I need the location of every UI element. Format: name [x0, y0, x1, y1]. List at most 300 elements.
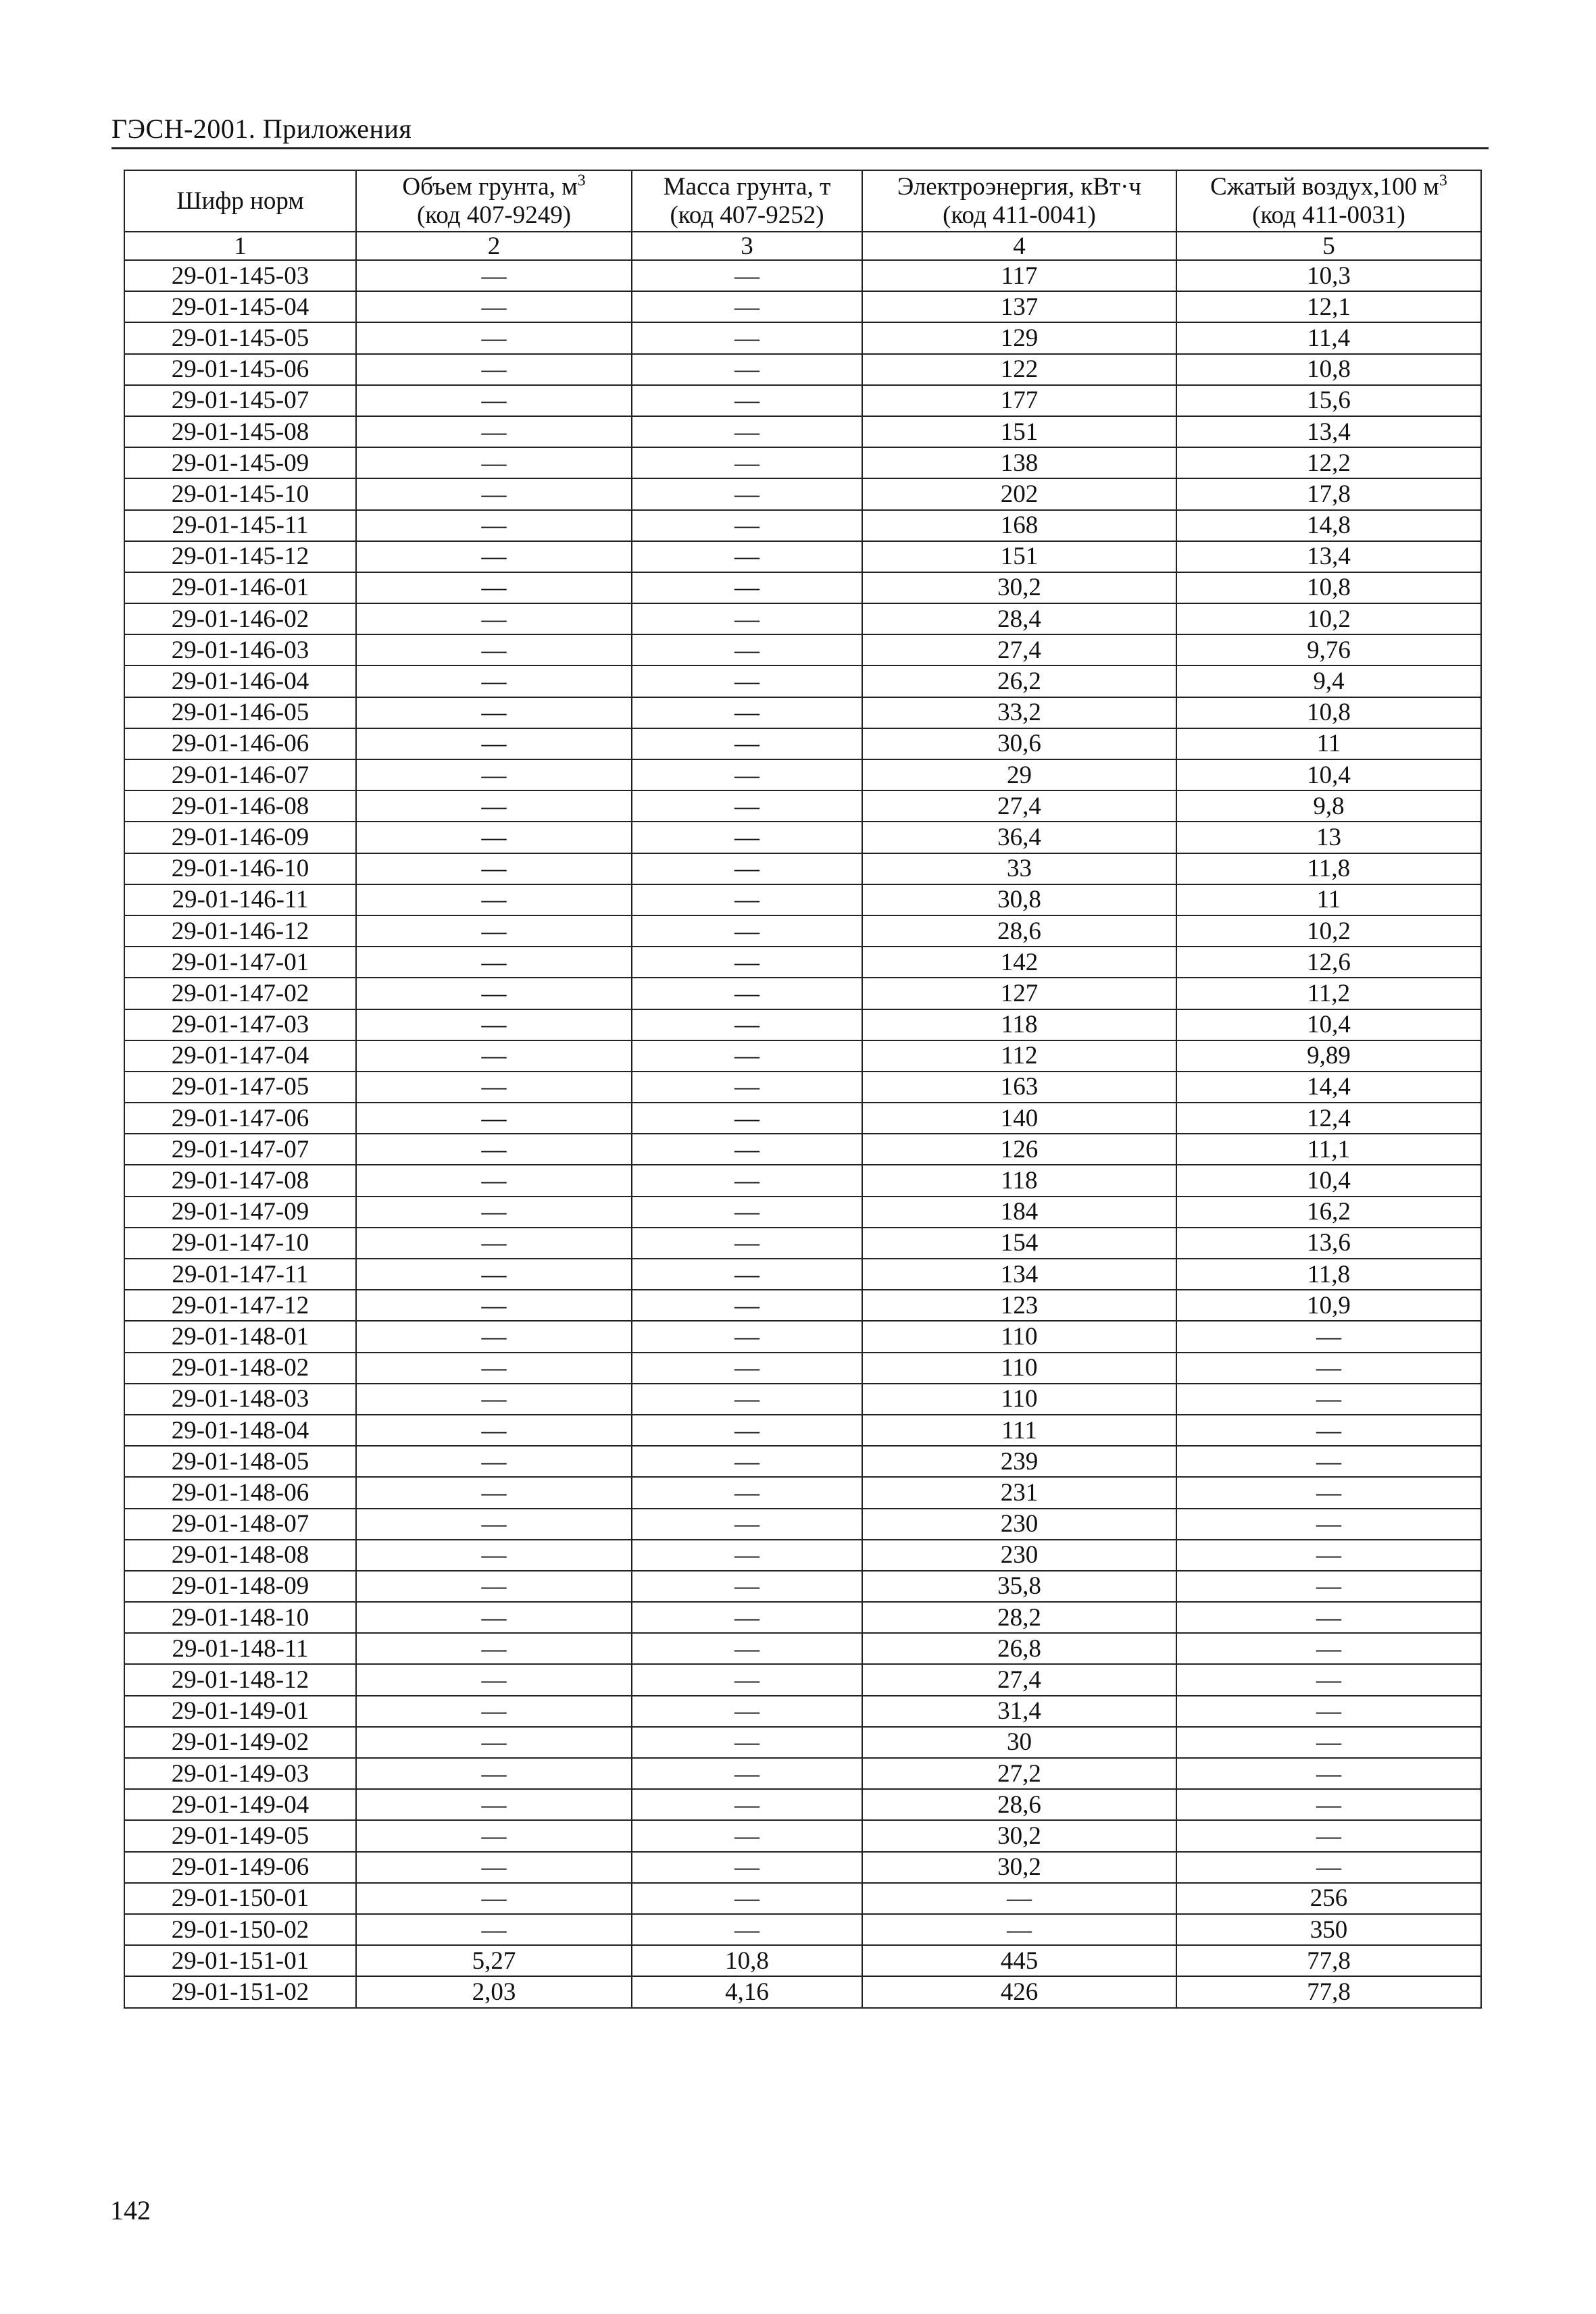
table-row	[124, 1914, 1481, 1945]
column-number: 3	[632, 232, 862, 260]
cell-soil-volume: —	[356, 1290, 632, 1321]
table-row	[124, 1976, 1481, 2007]
cell-soil-volume: —	[356, 1820, 632, 1851]
cell-compressed-air: 11,2	[1176, 978, 1481, 1009]
cell-norm-code: 29-01-146-09	[124, 822, 356, 853]
table-row	[124, 1477, 1481, 1508]
cell-soil-volume: —	[356, 1197, 632, 1228]
cell-electricity: 27,2	[862, 1758, 1176, 1789]
cell-soil-volume: —	[356, 1571, 632, 1602]
table-row	[124, 572, 1481, 603]
cell-compressed-air: —	[1176, 1477, 1481, 1508]
page-header	[111, 114, 1489, 149]
cell-soil-mass: —	[632, 322, 862, 353]
cell-soil-volume: —	[356, 1415, 632, 1446]
cell-compressed-air: 14,8	[1176, 510, 1481, 541]
table-row	[124, 1228, 1481, 1259]
cell-electricity: 26,8	[862, 1633, 1176, 1664]
cell-electricity: 168	[862, 510, 1176, 541]
cell-soil-volume: —	[356, 1914, 632, 1945]
cell-soil-mass: —	[632, 1321, 862, 1352]
cell-norm-code: 29-01-149-05	[124, 1820, 356, 1851]
cell-electricity: 112	[862, 1040, 1176, 1072]
table-row	[124, 1820, 1481, 1851]
cell-soil-mass: 4,16	[632, 1976, 862, 2007]
table-row	[124, 260, 1481, 291]
cell-norm-code: 29-01-147-04	[124, 1040, 356, 1072]
cell-soil-mass: —	[632, 1820, 862, 1851]
cell-compressed-air: 9,8	[1176, 790, 1481, 822]
cell-soil-mass: —	[632, 1789, 862, 1820]
cell-norm-code: 29-01-147-02	[124, 978, 356, 1009]
table-row	[124, 1664, 1481, 1695]
cell-compressed-air: 9,89	[1176, 1040, 1481, 1072]
cell-compressed-air: 12,4	[1176, 1103, 1481, 1134]
cell-electricity: 140	[862, 1103, 1176, 1134]
cell-electricity: 117	[862, 260, 1176, 291]
cell-compressed-air: 11,8	[1176, 853, 1481, 884]
cell-compressed-air: —	[1176, 1571, 1481, 1602]
cell-soil-mass: —	[632, 1758, 862, 1789]
cell-norm-code: 29-01-146-03	[124, 634, 356, 665]
cell-soil-mass: —	[632, 822, 862, 853]
cell-soil-volume: —	[356, 1477, 632, 1508]
table-row	[124, 1009, 1481, 1040]
cell-electricity: 154	[862, 1228, 1176, 1259]
cell-compressed-air: —	[1176, 1789, 1481, 1820]
column-header-electricity: Электроэнергия, кВт·ч (код 411-0041)	[862, 170, 1176, 232]
cell-soil-volume: —	[356, 447, 632, 478]
cell-norm-code: 29-01-148-08	[124, 1540, 356, 1571]
table-row	[124, 947, 1481, 978]
table-row	[124, 822, 1481, 853]
cell-norm-code: 29-01-146-02	[124, 603, 356, 634]
table-row	[124, 1321, 1481, 1352]
cell-soil-mass: —	[632, 915, 862, 947]
cell-soil-mass: —	[632, 1040, 862, 1072]
cell-compressed-air: 16,2	[1176, 1197, 1481, 1228]
cell-norm-code: 29-01-147-05	[124, 1072, 356, 1103]
table-body	[124, 260, 1481, 2008]
cell-compressed-air: 11	[1176, 884, 1481, 915]
table-row	[124, 1602, 1481, 1633]
table-row	[124, 1509, 1481, 1540]
column-number: 4	[862, 232, 1176, 260]
cell-electricity: 122	[862, 354, 1176, 385]
cell-soil-volume: —	[356, 1321, 632, 1352]
cell-soil-mass: —	[632, 510, 862, 541]
cell-compressed-air: 10,8	[1176, 697, 1481, 728]
cell-soil-volume: —	[356, 1602, 632, 1633]
cell-soil-volume: —	[356, 1040, 632, 1072]
cell-soil-mass: —	[632, 541, 862, 572]
cell-electricity: 35,8	[862, 1571, 1176, 1602]
cell-norm-code: 29-01-145-03	[124, 260, 356, 291]
cell-soil-mass: —	[632, 884, 862, 915]
cell-norm-code: 29-01-147-08	[124, 1165, 356, 1196]
cell-compressed-air: 9,4	[1176, 665, 1481, 697]
cell-soil-volume: —	[356, 510, 632, 541]
cell-compressed-air: —	[1176, 1509, 1481, 1540]
cell-electricity: 202	[862, 478, 1176, 509]
cell-soil-mass: —	[632, 291, 862, 322]
cell-norm-code: 29-01-148-11	[124, 1633, 356, 1664]
cell-norm-code: 29-01-145-11	[124, 510, 356, 541]
cell-norm-code: 29-01-146-10	[124, 853, 356, 884]
cell-soil-volume: —	[356, 1727, 632, 1758]
cell-norm-code: 29-01-146-07	[124, 759, 356, 790]
table-row	[124, 884, 1481, 915]
cell-compressed-air: 9,76	[1176, 634, 1481, 665]
cell-electricity: 30,8	[862, 884, 1176, 915]
cell-soil-mass: —	[632, 1883, 862, 1914]
cell-soil-mass: —	[632, 1009, 862, 1040]
cell-norm-code: 29-01-151-01	[124, 1945, 356, 1976]
cell-compressed-air: 256	[1176, 1883, 1481, 1914]
cell-soil-volume: —	[356, 1165, 632, 1196]
cell-soil-volume: —	[356, 1852, 632, 1883]
cell-soil-volume: —	[356, 915, 632, 947]
cell-soil-volume: —	[356, 884, 632, 915]
table-row	[124, 291, 1481, 322]
cell-electricity: 123	[862, 1290, 1176, 1321]
column-number: 2	[356, 232, 632, 260]
cell-soil-volume: —	[356, 354, 632, 385]
cell-norm-code: 29-01-146-08	[124, 790, 356, 822]
cell-soil-mass: —	[632, 1914, 862, 1945]
table-row	[124, 1290, 1481, 1321]
cell-norm-code: 29-01-147-11	[124, 1259, 356, 1290]
table-row	[124, 1103, 1481, 1134]
cell-soil-volume: —	[356, 822, 632, 853]
cell-soil-mass: —	[632, 790, 862, 822]
cell-electricity: 138	[862, 447, 1176, 478]
cell-electricity: 137	[862, 291, 1176, 322]
cell-compressed-air: —	[1176, 1446, 1481, 1477]
cell-soil-volume: 2,03	[356, 1976, 632, 2007]
table-row	[124, 759, 1481, 790]
cell-electricity: 231	[862, 1477, 1176, 1508]
table-row	[124, 790, 1481, 822]
cell-soil-volume: —	[356, 697, 632, 728]
cell-electricity: 28,6	[862, 1789, 1176, 1820]
cell-norm-code: 29-01-149-04	[124, 1789, 356, 1820]
cell-soil-volume: —	[356, 385, 632, 416]
table-row	[124, 354, 1481, 385]
cell-soil-volume: —	[356, 478, 632, 509]
table-row	[124, 634, 1481, 665]
cell-electricity: 445	[862, 1945, 1176, 1976]
cell-soil-volume: —	[356, 853, 632, 884]
cell-norm-code: 29-01-148-10	[124, 1602, 356, 1633]
cell-compressed-air: —	[1176, 1664, 1481, 1695]
column-header-code: Шифр норм	[124, 170, 356, 232]
cell-compressed-air: 350	[1176, 1914, 1481, 1945]
cell-soil-volume: —	[356, 1633, 632, 1664]
cell-soil-mass: —	[632, 1664, 862, 1695]
cell-compressed-air: 77,8	[1176, 1945, 1481, 1976]
cell-soil-volume: —	[356, 260, 632, 291]
cell-norm-code: 29-01-145-07	[124, 385, 356, 416]
cell-norm-code: 29-01-146-04	[124, 665, 356, 697]
table-row	[124, 1134, 1481, 1165]
cell-electricity: 110	[862, 1321, 1176, 1352]
cell-norm-code: 29-01-148-07	[124, 1509, 356, 1540]
cell-electricity: 26,2	[862, 665, 1176, 697]
cell-norm-code: 29-01-147-10	[124, 1228, 356, 1259]
cell-soil-mass: —	[632, 1103, 862, 1134]
cell-soil-mass: —	[632, 759, 862, 790]
cell-electricity: 31,4	[862, 1696, 1176, 1727]
cell-electricity: 27,4	[862, 634, 1176, 665]
cell-compressed-air: 10,2	[1176, 603, 1481, 634]
cell-soil-mass: —	[632, 1290, 862, 1321]
cell-compressed-air: 10,4	[1176, 759, 1481, 790]
cell-soil-volume: —	[356, 1228, 632, 1259]
table-row	[124, 1633, 1481, 1664]
cell-soil-mass: —	[632, 1477, 862, 1508]
table-row	[124, 1415, 1481, 1446]
cell-compressed-air: 10,4	[1176, 1009, 1481, 1040]
cell-soil-mass: —	[632, 1259, 862, 1290]
cell-compressed-air: —	[1176, 1696, 1481, 1727]
cell-soil-volume: —	[356, 572, 632, 603]
cell-electricity: —	[862, 1883, 1176, 1914]
table-row	[124, 1259, 1481, 1290]
cell-norm-code: 29-01-148-02	[124, 1353, 356, 1384]
table-row	[124, 1040, 1481, 1072]
cell-electricity: 30,6	[862, 728, 1176, 759]
cell-soil-volume: —	[356, 1384, 632, 1415]
table-row	[124, 416, 1481, 447]
cell-norm-code: 29-01-145-10	[124, 478, 356, 509]
cell-compressed-air: —	[1176, 1602, 1481, 1633]
table-row	[124, 322, 1481, 353]
cell-norm-code: 29-01-148-09	[124, 1571, 356, 1602]
cell-soil-volume: —	[356, 1353, 632, 1384]
column-number-row	[124, 232, 1481, 260]
cell-norm-code: 29-01-146-05	[124, 697, 356, 728]
cell-electricity: 110	[862, 1384, 1176, 1415]
table-row	[124, 1384, 1481, 1415]
cell-soil-mass: —	[632, 354, 862, 385]
cell-compressed-air: 10,3	[1176, 260, 1481, 291]
cell-norm-code: 29-01-150-01	[124, 1883, 356, 1914]
cell-electricity: 28,2	[862, 1602, 1176, 1633]
table-row	[124, 1789, 1481, 1820]
cell-soil-volume: —	[356, 1103, 632, 1134]
cell-soil-mass: —	[632, 1633, 862, 1664]
cell-compressed-air: 13,4	[1176, 416, 1481, 447]
cell-compressed-air: —	[1176, 1321, 1481, 1352]
cell-soil-volume: —	[356, 665, 632, 697]
cell-electricity: 134	[862, 1259, 1176, 1290]
cell-soil-volume: —	[356, 1664, 632, 1695]
cell-norm-code: 29-01-149-06	[124, 1852, 356, 1883]
cell-electricity: 230	[862, 1509, 1176, 1540]
cell-electricity: 27,4	[862, 1664, 1176, 1695]
cell-soil-mass: —	[632, 603, 862, 634]
cell-soil-mass: —	[632, 697, 862, 728]
cell-compressed-air: 11,4	[1176, 322, 1481, 353]
cell-soil-volume: —	[356, 541, 632, 572]
cell-norm-code: 29-01-148-05	[124, 1446, 356, 1477]
cell-soil-mass: —	[632, 1353, 862, 1384]
table-row	[124, 478, 1481, 509]
cell-soil-volume: —	[356, 1540, 632, 1571]
cell-norm-code: 29-01-149-01	[124, 1696, 356, 1727]
cell-norm-code: 29-01-146-12	[124, 915, 356, 947]
cell-soil-volume: —	[356, 978, 632, 1009]
cell-soil-mass: —	[632, 1197, 862, 1228]
cell-electricity: 177	[862, 385, 1176, 416]
cell-compressed-air: 17,8	[1176, 478, 1481, 509]
cell-compressed-air: —	[1176, 1415, 1481, 1446]
cell-soil-mass: —	[632, 572, 862, 603]
cell-soil-mass: —	[632, 1228, 862, 1259]
cell-electricity: 30,2	[862, 572, 1176, 603]
cell-electricity: 230	[862, 1540, 1176, 1571]
cell-soil-mass: —	[632, 260, 862, 291]
cell-compressed-air: —	[1176, 1820, 1481, 1851]
cell-compressed-air: —	[1176, 1384, 1481, 1415]
column-header-soil-mass: Масса грунта, т (код 407-9252)	[632, 170, 862, 232]
table-header-row	[124, 170, 1481, 232]
cell-soil-volume: —	[356, 1072, 632, 1103]
cell-norm-code: 29-01-150-02	[124, 1914, 356, 1945]
cell-soil-mass: —	[632, 1602, 862, 1633]
cell-electricity: 184	[862, 1197, 1176, 1228]
cell-norm-code: 29-01-148-06	[124, 1477, 356, 1508]
cell-norm-code: 29-01-149-02	[124, 1727, 356, 1758]
cell-soil-mass: —	[632, 1072, 862, 1103]
cell-electricity: 118	[862, 1009, 1176, 1040]
cell-soil-volume: —	[356, 291, 632, 322]
cell-soil-mass: —	[632, 853, 862, 884]
cell-electricity: 28,6	[862, 915, 1176, 947]
cell-compressed-air: —	[1176, 1758, 1481, 1789]
cell-norm-code: 29-01-147-03	[124, 1009, 356, 1040]
column-header-soil-volume: Объем грунта, $м^3$ (код 407-9249)	[356, 170, 632, 232]
cell-norm-code: 29-01-145-06	[124, 354, 356, 385]
cell-electricity: 27,4	[862, 790, 1176, 822]
cell-electricity: 30,2	[862, 1852, 1176, 1883]
page-number: 142	[110, 2195, 151, 2225]
cell-norm-code: 29-01-148-04	[124, 1415, 356, 1446]
table-row	[124, 1197, 1481, 1228]
cell-electricity: 142	[862, 947, 1176, 978]
cell-norm-code: 29-01-148-03	[124, 1384, 356, 1415]
table-row	[124, 853, 1481, 884]
cell-compressed-air: 10,2	[1176, 915, 1481, 947]
table-row	[124, 1883, 1481, 1914]
cell-soil-volume: —	[356, 947, 632, 978]
cell-compressed-air: —	[1176, 1353, 1481, 1384]
table-row	[124, 1072, 1481, 1103]
cell-norm-code: 29-01-147-06	[124, 1103, 356, 1134]
cell-compressed-air: 10,9	[1176, 1290, 1481, 1321]
cell-electricity: 151	[862, 541, 1176, 572]
cell-compressed-air: 10,8	[1176, 572, 1481, 603]
cell-soil-volume: —	[356, 1883, 632, 1914]
cell-norm-code: 29-01-146-06	[124, 728, 356, 759]
cell-electricity: 426	[862, 1976, 1176, 2007]
cell-electricity: —	[862, 1914, 1176, 1945]
cell-soil-mass: —	[632, 1696, 862, 1727]
cell-soil-volume: —	[356, 1509, 632, 1540]
column-number: 5	[1176, 232, 1481, 260]
table-row	[124, 1852, 1481, 1883]
cell-soil-mass: —	[632, 1509, 862, 1540]
cell-electricity: 33	[862, 853, 1176, 884]
cell-soil-mass: —	[632, 1852, 862, 1883]
cell-compressed-air: 11,1	[1176, 1134, 1481, 1165]
cell-soil-mass: —	[632, 1415, 862, 1446]
table-row	[124, 1165, 1481, 1196]
table-row	[124, 1727, 1481, 1758]
cell-soil-volume: —	[356, 1134, 632, 1165]
cell-electricity: 239	[862, 1446, 1176, 1477]
cell-norm-code: 29-01-147-07	[124, 1134, 356, 1165]
cell-compressed-air: —	[1176, 1727, 1481, 1758]
cell-norm-code: 29-01-146-11	[124, 884, 356, 915]
cell-soil-mass: —	[632, 1384, 862, 1415]
cell-soil-mass: —	[632, 978, 862, 1009]
cell-compressed-air: 12,1	[1176, 291, 1481, 322]
cell-soil-mass: —	[632, 416, 862, 447]
cell-soil-volume: —	[356, 759, 632, 790]
cell-electricity: 110	[862, 1353, 1176, 1384]
cell-soil-volume: —	[356, 1758, 632, 1789]
cell-soil-mass: —	[632, 1165, 862, 1196]
cell-compressed-air: 13	[1176, 822, 1481, 853]
table-row	[124, 1353, 1481, 1384]
table-row	[124, 385, 1481, 416]
table-row	[124, 915, 1481, 947]
cell-soil-volume: —	[356, 1789, 632, 1820]
cell-soil-mass: —	[632, 1134, 862, 1165]
cell-soil-mass: —	[632, 947, 862, 978]
cell-electricity: 118	[862, 1165, 1176, 1196]
cell-soil-mass: —	[632, 385, 862, 416]
cell-compressed-air: 14,4	[1176, 1072, 1481, 1103]
cell-electricity: 129	[862, 322, 1176, 353]
cell-soil-mass: —	[632, 1446, 862, 1477]
cell-soil-mass: —	[632, 447, 862, 478]
cell-electricity: 151	[862, 416, 1176, 447]
cell-soil-mass: —	[632, 665, 862, 697]
cell-soil-volume: —	[356, 790, 632, 822]
cell-electricity: 36,4	[862, 822, 1176, 853]
cell-compressed-air: 11,8	[1176, 1259, 1481, 1290]
table-row	[124, 1540, 1481, 1571]
cell-compressed-air: —	[1176, 1540, 1481, 1571]
cell-soil-volume: —	[356, 1259, 632, 1290]
cell-electricity: 30,2	[862, 1820, 1176, 1851]
cell-norm-code: 29-01-147-01	[124, 947, 356, 978]
table-row	[124, 541, 1481, 572]
table-row	[124, 1571, 1481, 1602]
table-row	[124, 1696, 1481, 1727]
cell-norm-code: 29-01-149-03	[124, 1758, 356, 1789]
cell-soil-volume: —	[356, 1696, 632, 1727]
cell-soil-volume: —	[356, 416, 632, 447]
cell-compressed-air: 15,6	[1176, 385, 1481, 416]
cell-soil-mass: —	[632, 1571, 862, 1602]
page-header-title: ГЭСН-2001. Приложения	[111, 114, 412, 144]
cell-norm-code: 29-01-145-04	[124, 291, 356, 322]
norms-table	[124, 170, 1482, 2009]
